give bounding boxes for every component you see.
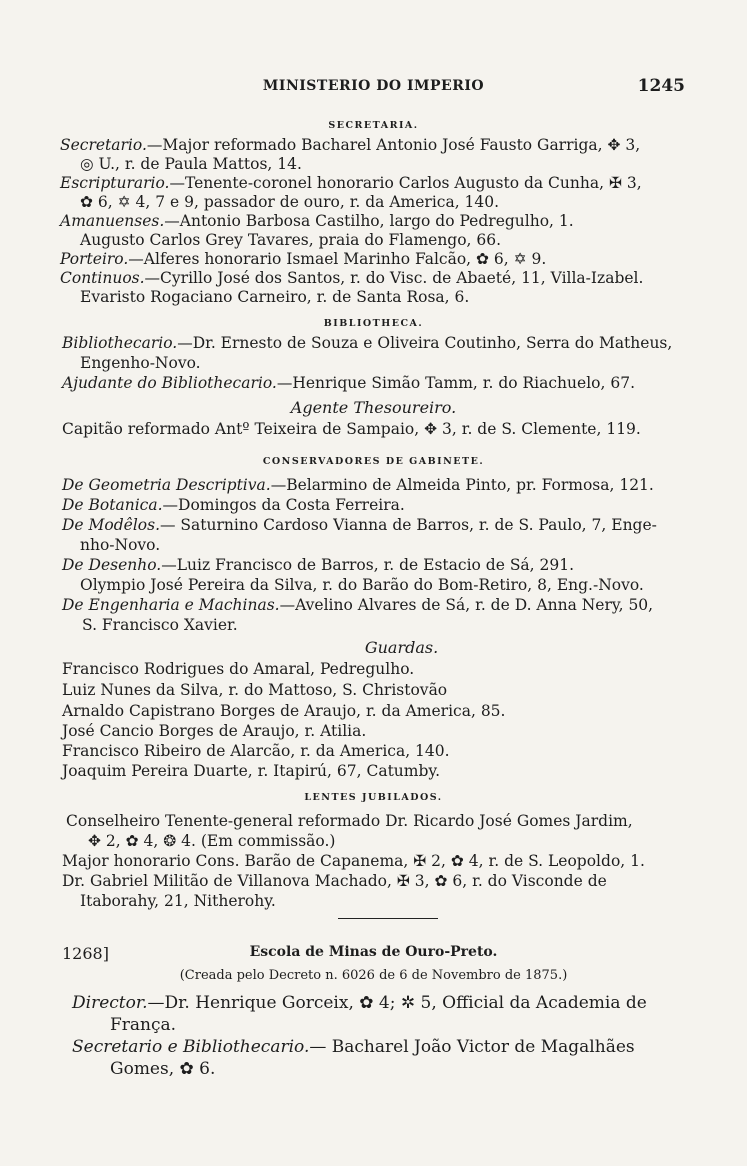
entry-modelos-cont: nho-Novo.	[80, 536, 161, 554]
entry-label: Continuos.	[60, 269, 145, 287]
entry-text: — Saturnino Cardoso Vianna de Barros, r. de S. Paulo, 7, Enge-	[160, 516, 657, 534]
guarda-entry: Francisco Rodrigues do Amaral, Pedregulho.	[62, 660, 415, 678]
escola-title: Escola de Minas de Ouro-Preto.	[249, 944, 498, 960]
entry-label: Amanuenses.	[60, 212, 165, 230]
entry-continuos-cont: Evaristo Rogaciano Carneiro, r. de Santa Rosa, 6.	[80, 288, 470, 306]
entry-text: —Alferes honorario Ismael Marinho Falcão, ✿ 6, ✡ 9.	[128, 250, 547, 268]
escola-decreto: (Creada pelo Decreto n. 6026 de 6 de Novembro de 1875.)	[179, 968, 568, 983]
section-heading-conservadores: CONSERVADORES DE GABINETE.	[262, 456, 485, 467]
entry-lente-3: Dr. Gabriel Militão de Villanova Machado, ✠ 3, ✿ 6, r. do Visconde de	[62, 872, 607, 890]
guarda-entry: Joaquim Pereira Duarte, r. Itapirú, 67, Catumby.	[62, 762, 441, 780]
section-heading-bibliotheca: BIBLIOTHECA.	[323, 318, 424, 329]
entry-text: —Antonio Barbosa Castilho, largo do Pedregulho, 1.	[164, 212, 574, 230]
entry-label: Escripturario.	[60, 174, 170, 192]
entry-text: —Avelino Alvares de Sá, r. de D. Anna Nery, 50,	[279, 596, 654, 614]
entry-text: —Cyrillo José dos Santos, r. do Visc. de Abaeté, 11, Villa-Izabel.	[144, 269, 644, 287]
entry-continuos	[60, 269, 643, 287]
entry-lente-1-cont: ✥ 2, ✿ 4, ❂ 4. (Em commissão.)	[88, 832, 336, 850]
entry-text: —Dr. Ernesto de Souza e Oliveira Coutinho, Serra do Matheus,	[177, 334, 673, 352]
entry-desenho	[62, 556, 574, 574]
entry-label: Ajudante do Bibliothecario.	[62, 374, 277, 392]
entry-label: Porteiro.	[60, 250, 129, 268]
entry-lente-2: Major honorario Cons. Barão de Capanema, ✠ 2, ✿ 4, r. de S. Leopoldo, 1.	[62, 852, 645, 870]
entry-label: Secretario.	[60, 136, 147, 154]
entry-text: —Dr. Henrique Gorceix, ✿ 4; ✲ 5, Official da Academia de	[147, 993, 647, 1013]
subsection-heading-guardas: Guardas.	[364, 638, 439, 657]
entry-text: —Domingos da Costa Ferreira.	[162, 496, 405, 514]
entry-label: Bibliothecario.	[62, 334, 178, 352]
entry-label: De Geometria Descriptiva.	[62, 476, 271, 494]
guarda-entry: Arnaldo Capistrano Borges de Araujo, r. da America, 85.	[62, 702, 506, 720]
guarda-entry: Francisco Ribeiro de Alarcão, r. da America, 140.	[62, 742, 450, 760]
section-heading-lentes: LENTES JUBILADOS.	[304, 792, 443, 803]
entry-secretario-cont: ◎ U., r. de Paula Mattos, 14.	[80, 155, 302, 173]
entry-text: — Bacharel João Victor de Magalhães	[309, 1037, 635, 1057]
entry-bibliothecario-cont: Engenho-Novo.	[80, 354, 201, 372]
entry-label: De Botanica.	[62, 496, 163, 514]
entry-label: De Modêlos.	[62, 516, 160, 534]
entry-botanica	[62, 496, 405, 514]
entry-number: 1268]	[62, 944, 109, 963]
entry-label: Secretario e Bibliothecario.	[72, 1037, 310, 1057]
guarda-entry: José Cancio Borges de Araujo, r. Atilia.	[62, 722, 367, 740]
entry-lente-3-cont: Itaborahy, 21, Nitherohy.	[80, 892, 276, 910]
entry-escripturario-cont: ✿ 6, ✡ 4, 7 e 9, passador de ouro, r. da America, 140.	[80, 193, 500, 211]
section-divider	[338, 918, 438, 919]
entry-engenharia-cont: S. Francisco Xavier.	[82, 616, 238, 634]
entry-engenharia	[62, 596, 653, 614]
entry-label: De Engenharia e Machinas.	[62, 596, 280, 614]
section-heading-secretaria: SECRETARIA.	[328, 120, 419, 131]
entry-secretario	[60, 136, 640, 154]
entry-label: Director.	[72, 993, 148, 1013]
entry-text: —Major reformado Bacharel Antonio José Fausto Garriga, ✥ 3,	[146, 136, 641, 154]
entry-bibliothecario	[62, 334, 672, 352]
entry-text: —Tenente-coronel honorario Carlos Augusto da Cunha, ✠ 3,	[169, 174, 642, 192]
entry-director-cont: França.	[110, 1015, 177, 1035]
guarda-entry: Luiz Nunes da Silva, r. do Mattoso, S. Christovão	[62, 681, 448, 699]
entry-director	[72, 994, 647, 1012]
entry-porteiro	[60, 250, 546, 268]
entry-text: —Belarmino de Almeida Pinto, pr. Formosa, 121.	[270, 476, 654, 494]
entry-text: —Henrique Simão Tamm, r. do Riachuelo, 67.	[276, 374, 635, 392]
page-number: 1245	[637, 76, 685, 96]
entry-desenho-cont: Olympio José Pereira da Silva, r. do Barão do Bom-Retiro, 8, Eng.-Novo.	[80, 576, 644, 594]
subsection-heading-agente: Agente Thesoureiro.	[290, 398, 457, 417]
entry-text: —Luiz Francisco de Barros, r. de Estacio de Sá, 291.	[161, 556, 575, 574]
entry-lente-1: Conselheiro Tenente-general reformado Dr. Ricardo José Gomes Jardim,	[66, 812, 633, 830]
entry-secretario-escola-cont: Gomes, ✿ 6.	[110, 1059, 216, 1079]
entry-label: De Desenho.	[62, 556, 162, 574]
entry-escripturario	[60, 174, 642, 192]
page-header-title: MINISTERIO DO IMPERIO	[262, 78, 485, 94]
entry-modelos	[62, 516, 657, 534]
entry-agente: Capitão reformado Antº Teixeira de Sampaio, ✥ 3, r. de S. Clemente, 119.	[62, 420, 641, 438]
entry-secretario-escola	[72, 1038, 635, 1056]
entry-amanuenses-cont: Augusto Carlos Grey Tavares, praia do Flamengo, 66.	[80, 231, 502, 249]
entry-ajudante	[62, 374, 635, 392]
entry-geometria	[62, 476, 654, 494]
entry-amanuenses	[60, 212, 574, 230]
